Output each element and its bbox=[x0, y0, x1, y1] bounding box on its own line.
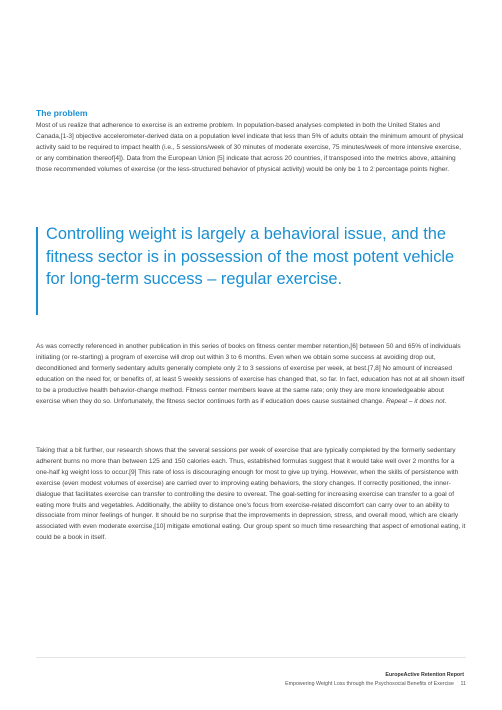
paragraph-dropout-text: As was correctly referenced in another publication in this series of books on fitness center member retention,[6] between 50 and 65% of individuals initiating (or re-starting) a program of exercise will drop out within 3 to 6 months. Even when we obtain some success at avoiding drop out, deconditioned and formerly sedentary adults generally complete only 2 to 3 sessions of exercise per week, at best.[7,8] No amount of increased education on the need for, or benefits of, at least 5 weekly sessions of exercise has changed that, so far. In fact, education has not at all shown itself to be a productive health behavior-change method. Fitness center members leave at the same rate; only they are more knowledgeable about exercise when they do so. Unfortunately, the fitness sector continues forth as if education does cause sustained change. bbox=[36, 343, 465, 405]
section-heading: The problem bbox=[36, 108, 88, 118]
paragraph-dropout bbox=[36, 342, 466, 407]
footer-report-title: EuropeActive Retention Report bbox=[385, 672, 464, 678]
pull-quote: Controlling weight is largely a behavioral issue, and the fitness sector is in possession of the most potent vehicle for long-term success – regular exercise. bbox=[46, 225, 455, 288]
pull-quote-bar bbox=[36, 227, 38, 315]
paragraph-calories: Taking that a bit further, our research shows that the several sessions per week of exercise that are typically completed by the formerly sedentary adherent burns no more than between 125 and 150 calories each. Thus, established formulas suggest that it would take well over 2 months for a one-half kg weight loss to occur.[9] This rate of loss is discouraging enough for most to give up trying. However, when the skills of persistence with exercise (even modest volumes of exercise) are carried over to improving eating behaviors, the story changes. If correctly positioned, the inner-dialogue that facilitates exercise can transfer to controlling the desire to overeat. The goal-setting for increasing exercise can transfer to a goal of eating more fruits and vegetables. Additionally, the ability to distance one's focus from exercise-related discomfort can carry over to an ability to dissociate from minor feelings of hunger. It should be no surprise that the improvements in depression, stress, and overall mood, which are clearly associated with even moderate exercise,[10] mitigate emotional eating. Our group spent so much time researching that aspect of emotional eating, it could be a book in itself. bbox=[36, 447, 466, 542]
paragraph-dropout-emphasis: Repeat – it does not. bbox=[385, 397, 447, 405]
paragraph-intro: Most of us realize that adherence to exercise is an extreme problem. In population-based analyses completed in both the United States and Canada,[1-3] objective accelerometer-derived data on a population level indicate that less than 5% of adults obtain the minimum amount of physical activity said to be required to impact health (i.e., 5 sessions/week of 30 minutes of moderate exercise, 75 minutes/week of more intensive exercise, or any combination thereof[4]). Data from the European Union [5] indicate that across 20 countries, if transposed into the metrics above, attaining those recommended volumes of exercise (or the less-structured behavior of physical activity) would be only be 1 to 2 percentage points higher. bbox=[36, 122, 464, 173]
footer-divider bbox=[36, 657, 466, 658]
footer-subtitle: Empowering Weight Loss through the Psychosocial Benefits of Exercise bbox=[285, 681, 454, 687]
page-number: 11 bbox=[460, 681, 466, 687]
